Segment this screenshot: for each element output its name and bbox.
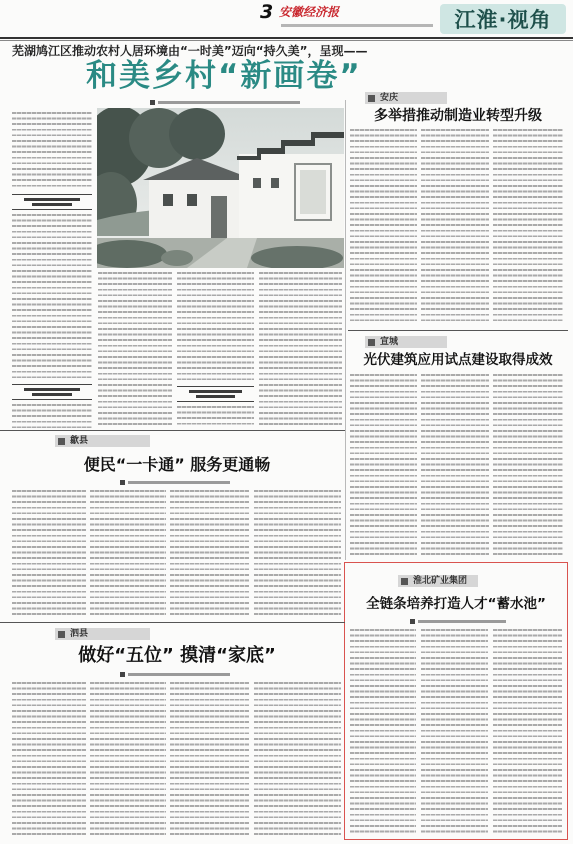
body-text (12, 214, 92, 380)
subhead (177, 386, 254, 402)
section-divider (0, 622, 345, 623)
subhead-text (24, 198, 80, 201)
section-tag-label: 歙县 (70, 436, 89, 446)
main-story-byline (150, 99, 300, 105)
xuancheng-headline: 光伏建筑应用试点建设取得成效 (363, 352, 553, 368)
byline-square-icon (410, 619, 415, 624)
body-text (90, 682, 166, 838)
tag-square-icon (58, 631, 65, 638)
sixian-headline: 做好“五位” 摸清“家底” (78, 645, 276, 666)
body-text (98, 272, 172, 428)
body-text (12, 112, 92, 190)
section-tag-shexian (55, 435, 150, 447)
section-divider (0, 430, 345, 431)
subhead-text (189, 390, 243, 393)
body-text (170, 682, 249, 838)
body-text (254, 682, 341, 838)
section-title-box (440, 4, 566, 34)
subhead-text (196, 395, 235, 398)
village-photo-image (97, 108, 344, 268)
body-text (12, 404, 92, 428)
section-tag-label: 淮北矿业集团 (413, 576, 468, 586)
byline-text (418, 620, 506, 623)
section-tag-label: 泗县 (70, 629, 89, 639)
subhead (12, 194, 92, 210)
section-tag-sixian (55, 628, 150, 640)
body-text (350, 629, 416, 834)
section-title: 江淮·视角 (454, 8, 552, 32)
body-text (493, 374, 563, 556)
byline-text (128, 481, 230, 484)
tag-square-icon (368, 339, 375, 346)
header-rule (0, 37, 573, 39)
column-divider (345, 100, 346, 560)
section-tag-xuancheng (365, 336, 447, 348)
shexian-byline (120, 479, 230, 485)
subhead-text (32, 203, 72, 206)
section-tag-huaibei (398, 575, 478, 587)
huaibei-byline (410, 618, 506, 624)
byline-text (128, 673, 230, 676)
body-text (421, 129, 489, 325)
header-rule-thin (0, 40, 573, 41)
main-story-kicker: 芜湖鸠江区推动农村人居环境由“一时美”迈向“持久美”，呈现—— (12, 44, 368, 58)
anqing-headline: 多举措推动制造业转型升级 (374, 108, 542, 124)
body-text (421, 629, 488, 834)
body-text (259, 272, 342, 428)
section-tag-label: 安庆 (380, 93, 399, 103)
byline-text (158, 101, 300, 104)
body-text (90, 490, 166, 618)
body-text (350, 374, 417, 556)
section-tag-label: 宣城 (380, 337, 399, 347)
body-text (350, 129, 417, 325)
body-text (177, 272, 254, 382)
sixian-byline (120, 671, 230, 677)
body-text (12, 490, 86, 618)
body-text (493, 629, 562, 834)
subhead-text (24, 388, 80, 391)
byline-square-icon (120, 672, 125, 677)
section-divider (348, 330, 568, 331)
body-text (170, 490, 249, 618)
tag-square-icon (58, 438, 65, 445)
subhead-text (32, 393, 72, 396)
body-text (254, 490, 341, 618)
huaibei-headline: 全链条培养打造人才“蓄水池” (366, 596, 546, 612)
byline-square-icon (150, 100, 155, 105)
main-story-headline: 和美乡村“新画卷” (86, 58, 362, 94)
tag-square-icon (368, 95, 375, 102)
section-tag-anqing (365, 92, 447, 104)
main-story-photo (97, 108, 344, 268)
shexian-headline: 便民“一卡通” 服务更通畅 (83, 455, 271, 474)
page-number: 3 (260, 1, 274, 23)
newspaper-masthead: 安徽经济报 (279, 5, 340, 19)
date-line (281, 24, 433, 27)
tag-square-icon (401, 578, 408, 585)
byline-square-icon (120, 480, 125, 485)
body-text (493, 129, 563, 325)
body-text (12, 682, 86, 838)
body-text (177, 406, 254, 428)
body-text (421, 374, 489, 556)
subhead (12, 384, 92, 400)
